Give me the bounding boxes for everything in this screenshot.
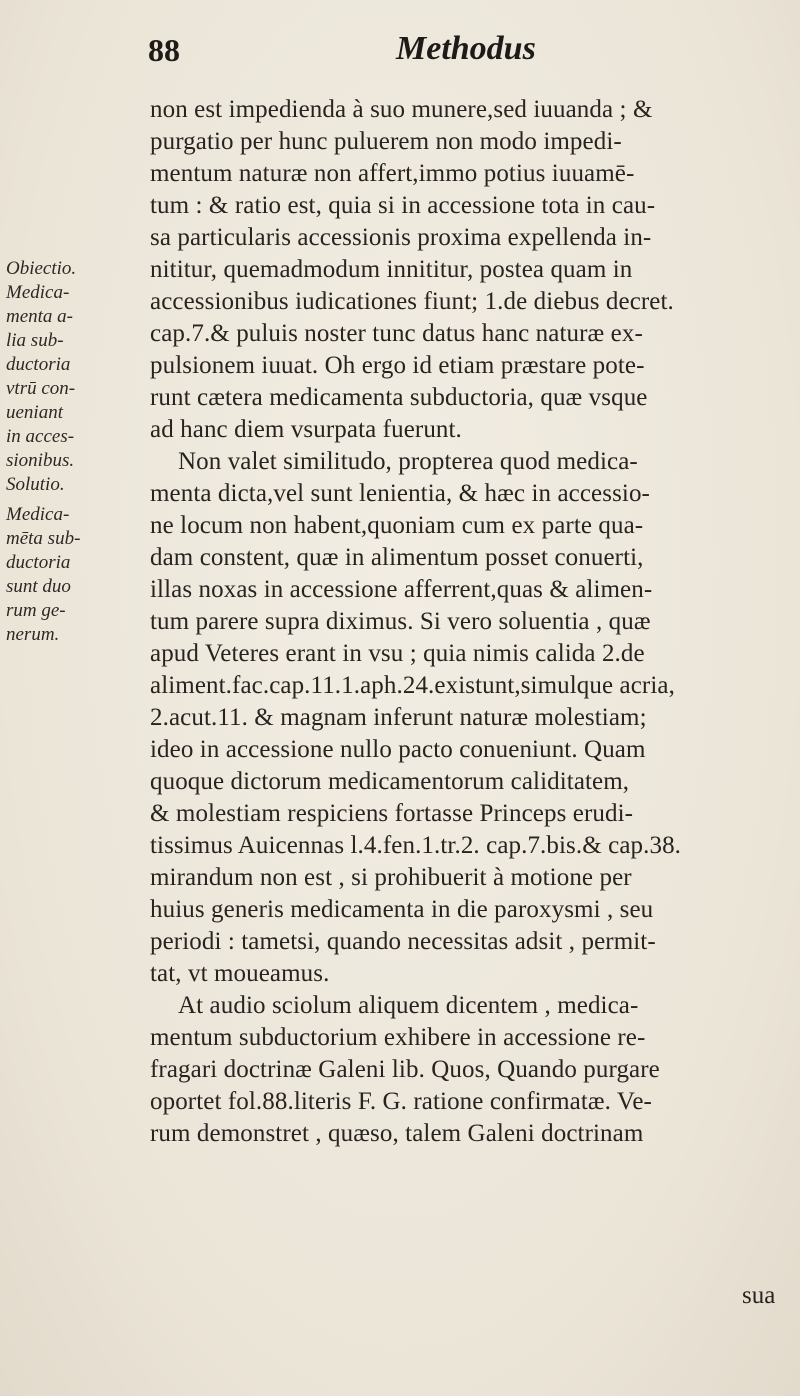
text-line: fragari doctrinæ Galeni lib. Quos, Quando purgare: [150, 1056, 660, 1083]
margin-note: Obiectio.: [6, 258, 77, 279]
text-line: ad hanc diem vsurpata fuerunt.: [150, 416, 462, 443]
catchword: sua: [742, 1282, 776, 1309]
text-line: runt cætera medicamenta subductoria, quæ vsque: [150, 384, 648, 411]
text-line: aliment.fac.cap.11.1.aph.24.existunt,simulque acria,: [150, 672, 675, 699]
text-line: illas noxas in accessione afferrent,quas & alimen-: [150, 576, 653, 603]
text-line: dam constent, quæ in alimentum posset conuerti,: [150, 544, 644, 571]
text-line: ne locum non habent,quoniam cum ex parte qua-: [150, 512, 644, 539]
text-line: purgatio per hunc puluerem non modo impedi-: [150, 128, 622, 155]
text-line: ideo in accessione nullo pacto conueniunt. Quam: [150, 736, 646, 763]
margin-note: Medica-: [6, 282, 70, 303]
margin-note: ductoria: [6, 354, 71, 375]
text-line: sa particularis accessionis proxima expellenda in-: [150, 224, 652, 251]
body-text: [150, 94, 790, 1150]
text-line: tum : & ratio est, quia si in accessione tota in cau-: [150, 192, 656, 219]
margin-note: ductoria: [6, 552, 71, 573]
text-line: tum parere supra diximus. Si vero soluentia , quæ: [150, 608, 651, 635]
text-line: nititur, quemadmodum innititur, postea quam in: [150, 256, 633, 283]
text-line: tissimus Auicennas l.4.fen.1.tr.2. cap.7.bis.& cap.38.: [150, 832, 682, 859]
text-line: pulsionem iuuat. Oh ergo id etiam præstare pote-: [150, 352, 645, 379]
text-line: Non valet similitudo, propterea quod medica-: [178, 448, 638, 475]
text-line: At audio sciolum aliquem dicentem , medica-: [178, 992, 639, 1019]
margin-note: vtrū con-: [6, 378, 76, 399]
text-line: apud Veteres erant in vsu ; quia nimis calida 2.de: [150, 640, 645, 667]
text-line: mentum subductorium exhibere in accessione re-: [150, 1024, 646, 1051]
margin-note: sunt duo: [6, 576, 71, 597]
text-line: mirandum non est , si prohibuerit à motione per: [150, 864, 632, 891]
text-line: mentum naturæ non affert,immo potius iuuamē-: [150, 160, 635, 187]
running-title: Methodus: [396, 30, 536, 67]
margin-note: menta a-: [6, 306, 74, 327]
margin-note: sionibus.: [6, 450, 75, 471]
text-line: non est impedienda à suo munere,sed iuuanda ; &: [150, 96, 653, 123]
margin-note: mēta sub-: [6, 528, 81, 549]
text-line: quoque dictorum medicamentorum caliditatem,: [150, 768, 630, 795]
margin-note: ueniant: [6, 402, 63, 423]
text-line: 2.acut.11. & magnam inferunt naturæ molestiam;: [150, 704, 647, 731]
text-line: cap.7.& puluis noster tunc datus hanc naturæ ex-: [150, 320, 643, 347]
margin-note: in acces-: [6, 426, 75, 447]
text-line: & molestiam respiciens fortasse Princeps erudi-: [150, 800, 634, 827]
margin-note: Solutio.: [6, 474, 65, 495]
text-line: huius generis medicamenta in die paroxysmi , seu: [150, 896, 654, 923]
text-line: tat, vt moueamus.: [150, 960, 330, 987]
margin-note: lia sub-: [6, 330, 64, 351]
text-line: periodi : tametsi, quando necessitas adsit , permit-: [150, 928, 656, 955]
text-line: accessionibus iudicationes fiunt; 1.de diebus decret.: [150, 288, 674, 315]
text-line: rum demonstret , quæso, talem Galeni doctrinam: [150, 1120, 644, 1147]
text-line: oportet fol.88.literis F. G. ratione confirmatæ. Ve-: [150, 1088, 652, 1115]
page-number: 88: [148, 32, 180, 68]
text-line: menta dicta,vel sunt lenientia, & hæc in accessio-: [150, 480, 650, 507]
margin-note: nerum.: [6, 624, 60, 645]
page-header: [0, 22, 800, 82]
margin-note: Medica-: [6, 504, 70, 525]
margin-note: rum ge-: [6, 600, 66, 621]
